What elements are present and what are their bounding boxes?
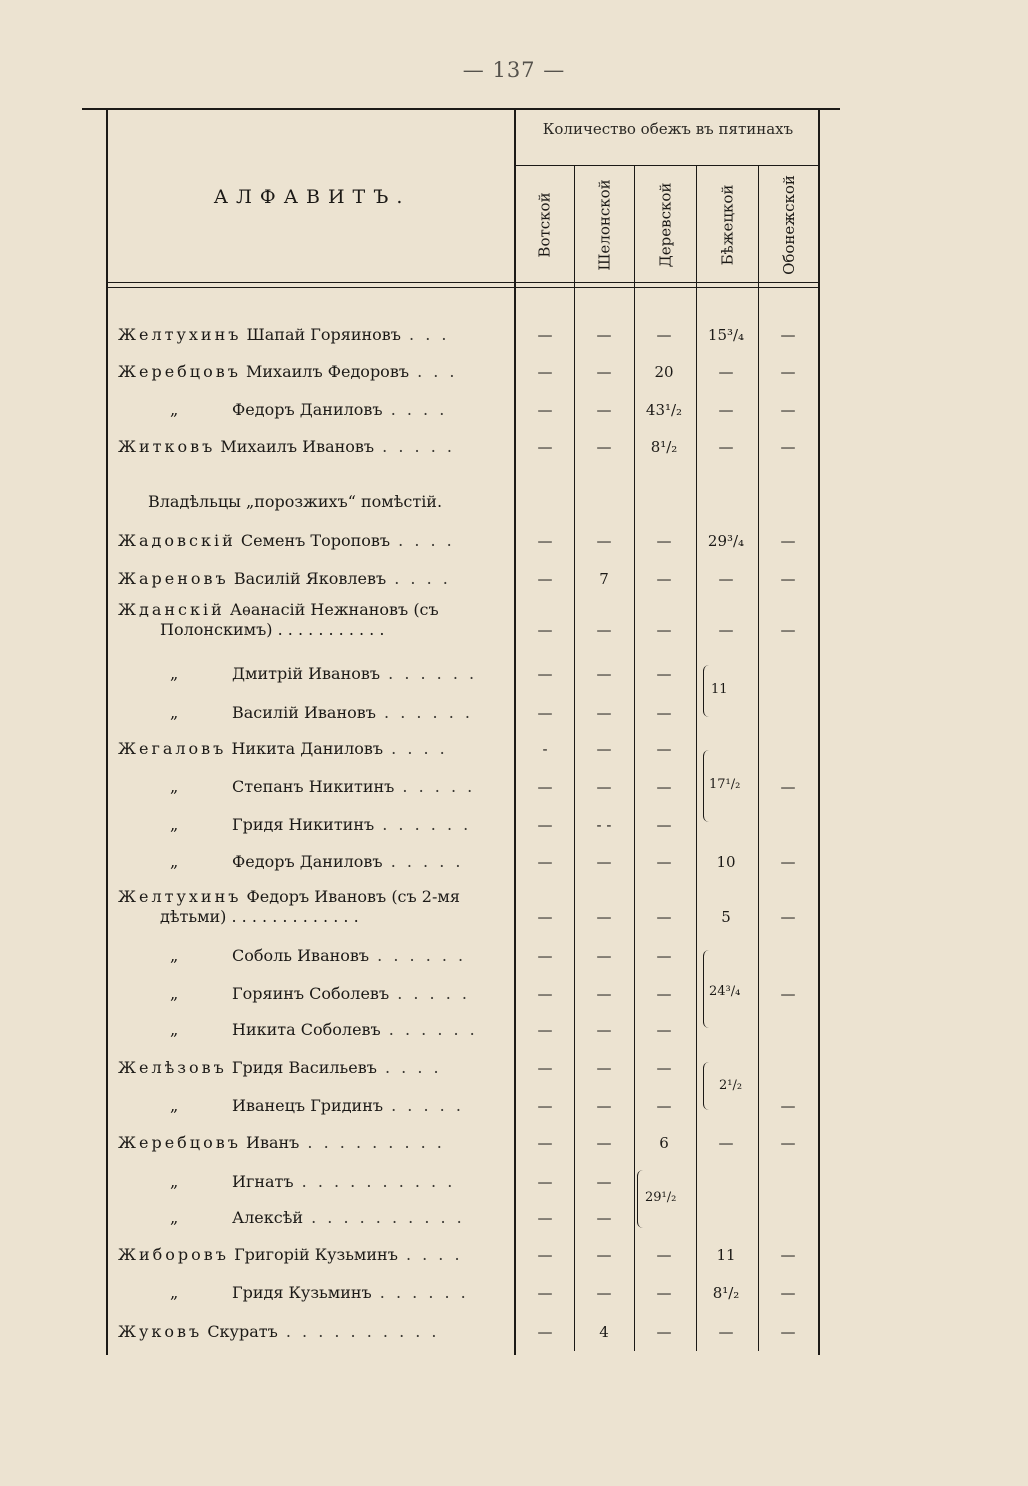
leader-dots: . . . . . . . . . . bbox=[303, 1208, 465, 1227]
table-cell: — bbox=[780, 1323, 796, 1341]
table-row-name bbox=[170, 1208, 555, 1227]
given-name: Федоръ Ивановъ (съ 2-мя bbox=[246, 887, 460, 906]
table-cell: - - bbox=[596, 816, 612, 834]
ditto-mark: „ bbox=[170, 664, 179, 683]
column-header-bezhetskoy: Бѣжецкой bbox=[718, 184, 737, 266]
table-cell: — bbox=[537, 985, 553, 1003]
table-cell: — bbox=[656, 665, 672, 683]
table-cell: — bbox=[537, 947, 553, 965]
table-cell: — bbox=[596, 665, 612, 683]
column-header-shelonskoy: Шелонской bbox=[595, 179, 614, 271]
ditto-mark: „ bbox=[170, 1172, 179, 1191]
surname: Жеребцовъ bbox=[118, 362, 241, 381]
table-row-name bbox=[118, 1245, 503, 1264]
table-cell: — bbox=[537, 1173, 553, 1191]
table-row-name bbox=[170, 1096, 555, 1115]
table-row-name bbox=[170, 777, 555, 796]
table-cell: — bbox=[537, 438, 553, 456]
ditto-mark: „ bbox=[170, 984, 179, 1003]
ditto-mark: „ bbox=[170, 852, 179, 871]
grouped-value: 24³/₄ bbox=[709, 984, 741, 999]
given-name: Гридя Никитинъ bbox=[232, 815, 375, 834]
table-row-name bbox=[170, 703, 555, 722]
grouped-value: 17¹/₂ bbox=[709, 777, 741, 792]
table-cell: — bbox=[537, 816, 553, 834]
given-name: Аѳанасій Нежнановъ (съ bbox=[229, 600, 439, 619]
leader-dots: . . . . . . bbox=[369, 946, 467, 965]
table-cell: — bbox=[596, 1246, 612, 1264]
brace-group-4 bbox=[703, 1062, 716, 1110]
table-cell: — bbox=[780, 326, 796, 344]
table-cell: — bbox=[718, 1323, 734, 1341]
table-cell: — bbox=[656, 1284, 672, 1302]
table-row-name bbox=[170, 815, 555, 834]
table-cell: — bbox=[718, 438, 734, 456]
table-cell: — bbox=[596, 947, 612, 965]
table-cell: — bbox=[537, 1284, 553, 1302]
table-cell: — bbox=[656, 778, 672, 796]
given-name: Соболь Ивановъ bbox=[232, 946, 370, 965]
given-name: Михаилъ Ивановъ bbox=[220, 437, 375, 456]
table-left-border bbox=[106, 110, 108, 1355]
leader-dots: . . . . bbox=[376, 1058, 442, 1077]
table-cell: — bbox=[596, 1209, 612, 1227]
table-cell: — bbox=[596, 621, 612, 639]
alphabet-header: АЛФАВИТЪ. bbox=[213, 186, 411, 208]
group-header-rule bbox=[516, 165, 820, 166]
grouped-value: 2¹/₂ bbox=[719, 1078, 743, 1093]
leader-dots: . . . . . . bbox=[380, 664, 478, 683]
table-cell: — bbox=[656, 704, 672, 722]
ditto-mark: „ bbox=[170, 400, 179, 419]
table-cell: — bbox=[537, 401, 553, 419]
header-bottom-rule bbox=[108, 282, 820, 283]
leader-dots: . . . . . bbox=[394, 777, 476, 796]
table-cell: — bbox=[596, 740, 612, 758]
table-cell: — bbox=[537, 1059, 553, 1077]
table-cell: — bbox=[537, 704, 553, 722]
table-cell: — bbox=[596, 1284, 612, 1302]
leader-dots: . . . . . . bbox=[374, 815, 472, 834]
table-row-name bbox=[170, 1020, 555, 1039]
table-cell: — bbox=[537, 1246, 553, 1264]
table-row-name bbox=[170, 852, 555, 871]
table-row-name bbox=[118, 569, 503, 588]
table-cell: — bbox=[596, 1021, 612, 1039]
table-cell: — bbox=[780, 1097, 796, 1115]
surname: Жареновъ bbox=[118, 569, 229, 588]
column-header-votskoy: Вотской bbox=[536, 192, 554, 258]
table-cell: — bbox=[596, 401, 612, 419]
table-row-name bbox=[170, 664, 555, 683]
given-name: Скуратъ bbox=[207, 1322, 278, 1341]
group-header-label: Количество обежъ въ пятинахъ bbox=[542, 120, 794, 138]
table-cell: 15³/₄ bbox=[707, 326, 745, 344]
leader-dots: . . . . bbox=[383, 739, 448, 758]
ditto-mark: „ bbox=[170, 1283, 179, 1302]
table-cell: — bbox=[780, 438, 796, 456]
table-cell: — bbox=[656, 853, 672, 871]
leader-dots: . . . . bbox=[390, 531, 455, 550]
grouped-value: 29¹/₂ bbox=[645, 1190, 677, 1205]
table-cell: — bbox=[537, 621, 553, 639]
surname: Житковъ bbox=[118, 437, 216, 456]
table-cell: — bbox=[656, 1246, 672, 1264]
table-cell: — bbox=[780, 1246, 796, 1264]
table-cell: — bbox=[656, 1021, 672, 1039]
table-cell: — bbox=[780, 985, 796, 1003]
table-row-name bbox=[118, 1133, 503, 1152]
table-cell: 4 bbox=[599, 1323, 609, 1341]
leader-dots: . . . . . bbox=[374, 437, 455, 456]
table-row-name bbox=[170, 984, 555, 1003]
section-title: Владѣльцы „порозжихъ“ помѣстій. bbox=[148, 492, 443, 511]
table-cell: — bbox=[537, 853, 553, 871]
given-name: Игнатъ bbox=[232, 1172, 294, 1191]
ditto-mark: „ bbox=[170, 1020, 179, 1039]
leader-dots: . . . bbox=[400, 325, 450, 344]
leader-dots: . . . . . . . . . . bbox=[293, 1172, 456, 1191]
leader-dots: . . . . . bbox=[383, 1096, 464, 1115]
table-cell: — bbox=[780, 363, 796, 381]
table-cell: — bbox=[780, 778, 796, 796]
table-row-name bbox=[170, 1172, 555, 1191]
table-cell: — bbox=[596, 704, 612, 722]
given-name: Степанъ Никитинъ bbox=[232, 777, 395, 796]
table-cell: 11 bbox=[716, 1246, 736, 1264]
table-row-name bbox=[118, 437, 503, 456]
ditto-mark: „ bbox=[170, 946, 179, 965]
given-name: Василій Яковлевъ bbox=[233, 569, 387, 588]
given-name: Никита Даниловъ bbox=[231, 739, 384, 758]
table-cell: — bbox=[537, 1021, 553, 1039]
column-header-derevskoy: Деревской bbox=[656, 182, 675, 268]
ditto-mark: „ bbox=[170, 1096, 179, 1115]
leader-dots: . . . . . . bbox=[375, 703, 473, 722]
leader-dots: . . . . bbox=[397, 1245, 463, 1264]
table-cell: — bbox=[537, 570, 553, 588]
surname: Желтухинъ bbox=[118, 887, 242, 906]
table-row-name bbox=[170, 946, 555, 965]
table-cell: — bbox=[596, 778, 612, 796]
table-row-name-cont bbox=[160, 620, 545, 639]
table-row-name bbox=[118, 362, 503, 381]
table-cell: 8¹/₂ bbox=[650, 438, 678, 456]
table-row-name bbox=[118, 887, 503, 906]
table-cell: — bbox=[718, 401, 734, 419]
table-cell: 43¹/₂ bbox=[645, 401, 683, 419]
table-cell: — bbox=[718, 1134, 734, 1152]
table-cell: — bbox=[656, 1323, 672, 1341]
table-cell: — bbox=[656, 816, 672, 834]
surname: Жуковъ bbox=[118, 1322, 203, 1341]
leader-dots: . . . . . . . . . bbox=[299, 1133, 445, 1152]
given-name: Василій Ивановъ bbox=[232, 703, 376, 722]
leader-dots: . . . . . . bbox=[380, 1020, 478, 1039]
given-name: Григорій Кузьминъ bbox=[234, 1245, 398, 1264]
given-name: Семенъ Тороповъ bbox=[240, 531, 391, 550]
ditto-mark: „ bbox=[170, 777, 179, 796]
given-name: Никита Соболевъ bbox=[232, 1020, 381, 1039]
given-name: Федоръ Даниловъ bbox=[232, 400, 383, 419]
table-top-rule bbox=[82, 108, 840, 110]
name-column-divider bbox=[514, 110, 516, 1355]
surname: Жиборовъ bbox=[118, 1245, 229, 1264]
leader-dots: . . . . . . . . . . bbox=[277, 1322, 440, 1341]
given-name: Шапай Горяиновъ bbox=[246, 325, 401, 344]
table-cell: — bbox=[780, 570, 796, 588]
leader-dots: . . . . . bbox=[382, 852, 464, 871]
column-header-obonezhskoy: Обонежской bbox=[779, 175, 798, 275]
leader-dots: . . . . . . bbox=[371, 1283, 469, 1302]
ditto-mark: „ bbox=[170, 815, 179, 834]
surname: Жеребцовъ bbox=[118, 1133, 241, 1152]
header-bottom-rule-2 bbox=[108, 287, 820, 288]
table-cell: — bbox=[596, 1059, 612, 1077]
given-name: Иванъ bbox=[246, 1133, 300, 1152]
table-cell: — bbox=[780, 1134, 796, 1152]
given-name: Иванецъ Гридинъ bbox=[232, 1096, 384, 1115]
table-cell: — bbox=[780, 1284, 796, 1302]
table-cell: — bbox=[780, 908, 796, 926]
table-right-border bbox=[818, 110, 820, 1355]
table-cell: — bbox=[718, 570, 734, 588]
table-cell: — bbox=[537, 532, 553, 550]
table-cell: — bbox=[656, 740, 672, 758]
table-cell: 20 bbox=[654, 363, 674, 381]
table-cell: — bbox=[656, 570, 672, 588]
leader-dots: . . . . . bbox=[389, 984, 470, 1003]
table-cell: — bbox=[596, 1134, 612, 1152]
page-number: — 137 — bbox=[462, 58, 566, 82]
table-cell: — bbox=[656, 908, 672, 926]
table-cell: — bbox=[596, 438, 612, 456]
surname: Желѣзовъ bbox=[118, 1058, 227, 1077]
name-continuation: дѣтьми) . . . . . . . . . . . . . bbox=[160, 907, 359, 926]
table-cell: — bbox=[537, 326, 553, 344]
table-cell: — bbox=[537, 363, 553, 381]
table-cell: — bbox=[780, 853, 796, 871]
table-cell: — bbox=[537, 1134, 553, 1152]
table-cell: — bbox=[596, 853, 612, 871]
table-cell: — bbox=[656, 1097, 672, 1115]
table-cell: — bbox=[596, 326, 612, 344]
table-cell: — bbox=[656, 985, 672, 1003]
table-cell: — bbox=[537, 1209, 553, 1227]
table-cell: — bbox=[780, 621, 796, 639]
leader-dots: . . . . bbox=[386, 569, 451, 588]
table-cell: — bbox=[537, 1097, 553, 1115]
table-cell: 7 bbox=[599, 570, 609, 588]
surname: Жадовскій bbox=[118, 531, 236, 550]
table-cell: — bbox=[596, 363, 612, 381]
table-cell: 6 bbox=[659, 1134, 669, 1152]
leader-dots: . . . . bbox=[382, 400, 448, 419]
given-name: Гридя Кузьминъ bbox=[232, 1283, 372, 1302]
given-name: Алексѣй bbox=[232, 1208, 304, 1227]
table-cell: — bbox=[718, 621, 734, 639]
table-row-name bbox=[170, 1283, 555, 1302]
surname: Желтухинъ bbox=[118, 325, 242, 344]
table-row-name-cont bbox=[160, 907, 545, 926]
table-cell: — bbox=[780, 401, 796, 419]
leader-dots: . . . bbox=[409, 362, 458, 381]
table-cell: — bbox=[596, 908, 612, 926]
table-cell: — bbox=[537, 1323, 553, 1341]
ditto-mark: „ bbox=[170, 1208, 179, 1227]
table-cell: — bbox=[596, 1097, 612, 1115]
table-row-name bbox=[170, 400, 555, 419]
table-cell: — bbox=[537, 665, 553, 683]
table-cell: 5 bbox=[721, 908, 731, 926]
table-cell: 29³/₄ bbox=[707, 532, 745, 550]
table-cell: — bbox=[537, 778, 553, 796]
table-row-name bbox=[118, 531, 503, 550]
given-name: Федоръ Даниловъ bbox=[232, 852, 383, 871]
table-row-name bbox=[118, 1058, 503, 1077]
table-row-name bbox=[118, 1322, 503, 1341]
given-name: Гридя Васильевъ bbox=[231, 1058, 377, 1077]
table-cell: — bbox=[656, 621, 672, 639]
table-cell: — bbox=[718, 363, 734, 381]
given-name: Горяинъ Соболевъ bbox=[232, 984, 390, 1003]
name-continuation: Полонскимъ) . . . . . . . . . . . bbox=[160, 620, 385, 639]
table-cell: — bbox=[656, 1059, 672, 1077]
grouped-value: 11 bbox=[711, 682, 728, 697]
table-cell: — bbox=[656, 532, 672, 550]
table-cell: 10 bbox=[716, 853, 736, 871]
table-cell: — bbox=[656, 326, 672, 344]
table-row-name bbox=[118, 600, 503, 619]
table-row-name bbox=[118, 739, 503, 758]
table-cell: — bbox=[537, 908, 553, 926]
table-cell: — bbox=[596, 985, 612, 1003]
given-name: Дмитрій Ивановъ bbox=[232, 664, 381, 683]
ditto-mark: „ bbox=[170, 703, 179, 722]
table-cell: - bbox=[542, 740, 548, 758]
surname: Жегаловъ bbox=[118, 739, 227, 758]
table-cell: — bbox=[780, 532, 796, 550]
table-cell: — bbox=[596, 532, 612, 550]
given-name: Михаилъ Федоровъ bbox=[246, 362, 409, 381]
table-cell: — bbox=[656, 947, 672, 965]
table-cell: — bbox=[596, 1173, 612, 1191]
table-row-name bbox=[118, 325, 503, 344]
surname: Жданскій bbox=[118, 600, 225, 619]
table-cell: 8¹/₂ bbox=[712, 1284, 740, 1302]
